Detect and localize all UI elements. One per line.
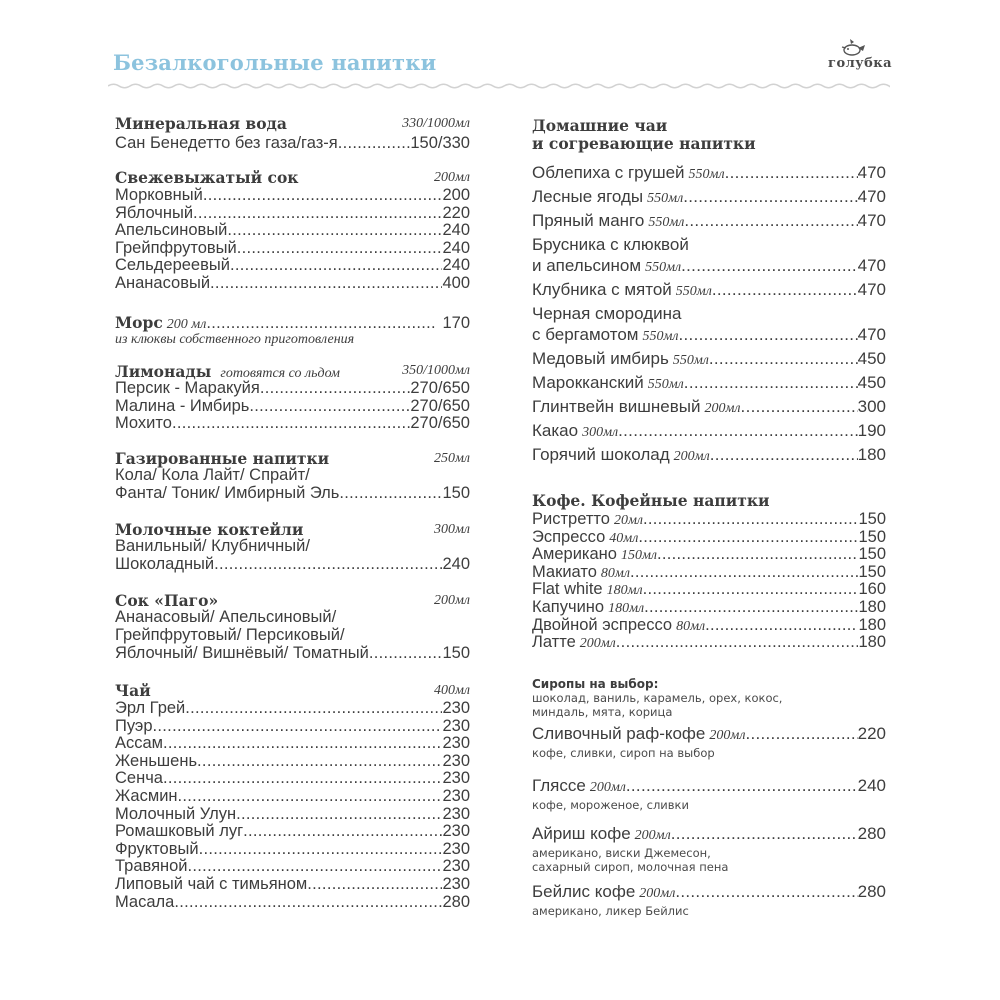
menu-item bbox=[115, 380, 470, 398]
menu-item bbox=[115, 718, 470, 736]
leader-dots bbox=[675, 882, 857, 902]
item-price: 450 bbox=[857, 349, 886, 368]
item-price: 240 bbox=[442, 256, 470, 275]
item-price: 240 bbox=[857, 776, 886, 795]
item-price: 200 bbox=[442, 186, 470, 204]
leader-dots bbox=[643, 581, 859, 599]
item-name: Латте bbox=[532, 633, 576, 652]
item-volume: 200мл bbox=[704, 401, 741, 416]
item-name: Лесные ягоды bbox=[532, 187, 644, 206]
menu-item bbox=[115, 222, 470, 240]
item-name: Фанта/ Тоник/ Имбирный Эль bbox=[115, 484, 340, 502]
menu-item bbox=[115, 135, 470, 153]
item-name: Липовый чай с тимьяном bbox=[115, 875, 308, 893]
section-volume-fresh: 200мл bbox=[433, 170, 470, 185]
item-price: 230 bbox=[442, 857, 470, 876]
leader-dots bbox=[339, 485, 442, 503]
mors-note: из клюквы собственного приготовления bbox=[115, 332, 355, 347]
section-header-tea: Чай bbox=[115, 681, 151, 700]
section-volume-pago: 200мл bbox=[433, 593, 470, 608]
wavy-divider bbox=[108, 80, 890, 92]
leader-dots bbox=[616, 634, 859, 652]
section-volume-lemonade: 350/1000мл bbox=[402, 363, 470, 378]
leader-dots bbox=[644, 599, 858, 617]
section-header-lemonade: Лимонады bbox=[115, 362, 212, 381]
menu-item bbox=[115, 700, 470, 718]
item-volume: 550мл bbox=[647, 377, 684, 392]
menu-item bbox=[115, 735, 470, 753]
item-volume: 200мл bbox=[579, 636, 616, 652]
item-price: 150 bbox=[858, 562, 886, 581]
leader-dots bbox=[681, 256, 858, 276]
item-name: Яблочный/ Вишнёвый/ Томатный bbox=[115, 644, 369, 662]
item-price: 240 bbox=[442, 221, 470, 240]
leader-dots bbox=[236, 806, 442, 824]
item-description: американо, виски Джемесон, bbox=[532, 846, 711, 860]
leader-dots bbox=[185, 700, 442, 718]
leader-dots bbox=[199, 841, 443, 859]
leader-dots bbox=[338, 135, 411, 153]
item-price: 300 bbox=[857, 397, 886, 416]
leader-dots bbox=[618, 421, 858, 441]
section-volume-tea: 400мл bbox=[433, 683, 470, 698]
menu-item bbox=[115, 556, 470, 574]
item-price: 470 bbox=[857, 211, 886, 230]
menu-item bbox=[115, 858, 470, 876]
item-name: Персик - Маракуйя bbox=[115, 379, 260, 397]
menu-item bbox=[532, 163, 886, 185]
menu-item bbox=[115, 275, 470, 293]
item-name: Сельдереевый bbox=[115, 256, 230, 275]
item-name: Айриш кофе bbox=[532, 824, 631, 843]
item-volume: 550мл bbox=[647, 191, 684, 206]
item-name: Сан Бенедетто без газа/газ-я bbox=[115, 134, 338, 152]
brand-logo bbox=[826, 38, 892, 78]
item-price: 170 bbox=[442, 314, 470, 332]
section-header-soda: Газированные напитки bbox=[115, 449, 330, 468]
section-header-milkshake: Молочные коктейли bbox=[115, 520, 304, 539]
leader-dots bbox=[197, 753, 442, 771]
item-name: Яблочный bbox=[115, 203, 194, 222]
pago-line-1: Ананасовый/ Апельсиновый/ bbox=[115, 608, 337, 626]
item-name: Горячий шоколад bbox=[532, 445, 670, 464]
bird-icon bbox=[838, 38, 868, 58]
item-price: 280 bbox=[857, 824, 886, 843]
leader-dots bbox=[679, 325, 858, 345]
item-name: Грейпфрутовый bbox=[115, 238, 237, 257]
item-name: Женьшень bbox=[115, 751, 198, 770]
leader-dots bbox=[683, 187, 857, 207]
leader-dots bbox=[710, 445, 858, 465]
leader-dots bbox=[178, 788, 443, 806]
leader-dots bbox=[684, 373, 858, 393]
item-volume: 200мл bbox=[639, 886, 676, 901]
item-name: Ромашковый луг bbox=[115, 822, 244, 841]
menu-item bbox=[115, 788, 470, 806]
section-volume-mineral: 330/1000мл bbox=[402, 116, 470, 131]
item-price: 230 bbox=[442, 699, 470, 717]
menu-item bbox=[115, 770, 470, 788]
item-name: Американо bbox=[532, 545, 617, 564]
item-price: 280 bbox=[442, 892, 470, 911]
item-volume: 200мл bbox=[709, 728, 746, 743]
page-title: Безалкогольные напитки bbox=[113, 50, 437, 75]
leader-dots bbox=[230, 257, 443, 275]
item-price: 150 bbox=[858, 510, 886, 528]
leader-dots bbox=[638, 529, 858, 547]
leader-dots bbox=[206, 315, 436, 333]
item-price: 180 bbox=[858, 633, 886, 652]
item-volume: 180мл bbox=[608, 601, 645, 616]
item-name: Мохито bbox=[115, 414, 172, 433]
item-price: 470 bbox=[857, 325, 886, 344]
item-name: с бергамотом bbox=[532, 325, 639, 344]
leader-dots bbox=[705, 617, 858, 635]
item-price: 150 bbox=[442, 644, 470, 662]
item-price: 400 bbox=[442, 274, 470, 292]
leader-dots bbox=[227, 222, 442, 240]
item-price: 230 bbox=[442, 875, 470, 893]
item-price: 230 bbox=[442, 839, 470, 858]
item-name: Марокканский bbox=[532, 373, 644, 392]
leader-dots bbox=[249, 398, 410, 416]
leader-dots bbox=[745, 724, 857, 744]
item-name: Шоколадный bbox=[115, 555, 215, 573]
item-price: 270/650 bbox=[410, 379, 470, 397]
menu-item bbox=[532, 776, 886, 798]
menu-item bbox=[115, 645, 470, 663]
item-name: Гляссе bbox=[532, 776, 586, 795]
menu-item bbox=[532, 211, 886, 233]
menu-item bbox=[532, 445, 886, 467]
menu-item bbox=[532, 724, 886, 746]
menu-item bbox=[115, 257, 470, 275]
menu-item bbox=[532, 421, 886, 443]
item-name: Ристретто bbox=[532, 510, 610, 528]
section-header-coffee: Кофе. Кофейные напитки bbox=[532, 491, 770, 510]
menu-item bbox=[115, 415, 470, 433]
leader-dots bbox=[307, 876, 442, 894]
leader-dots bbox=[741, 397, 858, 417]
menu-item bbox=[532, 280, 886, 302]
item-volume: 150мл bbox=[620, 548, 658, 564]
item-price: 240 bbox=[442, 238, 470, 257]
leader-dots bbox=[684, 211, 857, 231]
leader-dots bbox=[709, 349, 858, 369]
leader-dots bbox=[188, 858, 443, 876]
item-name: Молочный Улун bbox=[115, 804, 237, 823]
menu-item bbox=[532, 634, 886, 653]
item-name-line-1: Брусника с клюквой bbox=[532, 235, 689, 254]
item-price: 470 bbox=[857, 187, 886, 206]
item-description: сахарный сироп, молочная пена bbox=[532, 860, 729, 874]
item-name: Капучино bbox=[532, 598, 605, 616]
item-volume: 200мл bbox=[589, 780, 626, 795]
item-volume: 550мл bbox=[642, 329, 679, 344]
item-description: американо, ликер Бейлис bbox=[532, 904, 689, 918]
section-header-fresh: Свежевыжатый сок bbox=[115, 168, 299, 187]
item-name: Морковный bbox=[115, 186, 203, 204]
item-name: Эрл Грей bbox=[115, 699, 186, 717]
item-volume: 80мл bbox=[676, 618, 706, 634]
menu-item bbox=[115, 398, 470, 416]
leader-dots bbox=[626, 776, 858, 796]
item-price: 160 bbox=[858, 580, 886, 599]
item-name: Пуэр bbox=[115, 716, 153, 735]
menu-item bbox=[115, 187, 470, 205]
soda-line-1: Кола/ Кола Лайт/ Спрайт/ bbox=[115, 466, 310, 484]
item-name: Двойной эспрессо bbox=[532, 615, 673, 634]
section-header-pago: Сок «Паго» bbox=[115, 591, 219, 610]
item-name: Апельсиновый bbox=[115, 221, 228, 240]
item-name: Малина - Имбирь bbox=[115, 396, 250, 415]
item-price: 180 bbox=[858, 598, 886, 616]
item-price: 150 bbox=[858, 545, 886, 564]
item-name: Масала bbox=[115, 892, 175, 911]
menu-item bbox=[115, 894, 470, 912]
item-price: 150/330 bbox=[410, 134, 470, 152]
item-price: 280 bbox=[857, 882, 886, 901]
item-price: 190 bbox=[857, 421, 886, 440]
item-volume: 550мл bbox=[688, 167, 725, 182]
lemonade-note: готовятся со льдом bbox=[220, 366, 340, 381]
item-name: Фруктовый bbox=[115, 839, 199, 858]
leader-dots bbox=[210, 275, 442, 293]
menu-item bbox=[115, 753, 470, 771]
menu-item bbox=[532, 511, 886, 530]
section-header-hometea-1: Домашние чаи bbox=[532, 116, 668, 135]
leader-dots bbox=[671, 824, 858, 844]
menu-item bbox=[115, 823, 470, 841]
item-name: Медовый имбирь bbox=[532, 349, 669, 368]
menu-item bbox=[532, 325, 886, 347]
item-volume: 40мл bbox=[609, 530, 639, 546]
item-name: Облепиха с грушей bbox=[532, 163, 685, 182]
item-volume: 300мл bbox=[582, 425, 619, 440]
item-price: 220 bbox=[442, 203, 470, 222]
leader-dots bbox=[153, 718, 443, 736]
item-description: кофе, мороженое, сливки bbox=[532, 798, 689, 812]
item-volume: 180мл bbox=[606, 583, 643, 599]
menu-item bbox=[532, 882, 886, 904]
leader-dots bbox=[712, 280, 858, 300]
item-price: 470 bbox=[857, 280, 886, 299]
item-volume: 200мл bbox=[634, 828, 671, 843]
item-price: 230 bbox=[442, 787, 470, 805]
item-price: 230 bbox=[442, 734, 470, 753]
item-volume: 550мл bbox=[672, 353, 709, 368]
item-name: Клубника с мятой bbox=[532, 280, 672, 299]
item-price: 240 bbox=[442, 555, 470, 573]
menu-item bbox=[115, 240, 470, 258]
menu-item bbox=[532, 599, 886, 618]
item-name: Ассам bbox=[115, 734, 164, 753]
menu-item bbox=[115, 806, 470, 824]
menu-item bbox=[115, 841, 470, 859]
item-name: Сенча bbox=[115, 769, 163, 788]
item-name: Сливочный раф-кофе bbox=[532, 724, 706, 743]
item-name: Травяной bbox=[115, 857, 188, 876]
leader-dots bbox=[725, 163, 858, 183]
leader-dots bbox=[172, 415, 410, 433]
item-volume: 550мл bbox=[645, 260, 682, 275]
item-name-line-1: Черная смородина bbox=[532, 304, 682, 323]
item-price: 230 bbox=[442, 716, 470, 735]
item-price: 150 bbox=[442, 484, 470, 502]
menu-item bbox=[532, 617, 886, 636]
item-name: Какао bbox=[532, 421, 579, 440]
item-price: 450 bbox=[857, 373, 886, 392]
leader-dots bbox=[643, 511, 858, 529]
item-volume: 550мл bbox=[675, 284, 712, 299]
item-name: Бейлис кофе bbox=[532, 882, 636, 901]
item-volume: 550мл bbox=[648, 215, 685, 230]
item-price: 230 bbox=[442, 822, 470, 841]
item-name: Ананасовый bbox=[115, 274, 211, 292]
item-name: Глинтвейн вишневый bbox=[532, 397, 701, 416]
leader-dots bbox=[260, 380, 411, 398]
menu-item bbox=[115, 876, 470, 894]
menu-item bbox=[115, 485, 470, 503]
syrups-header: Сиропы на выбор: bbox=[532, 677, 659, 691]
item-price: 470 bbox=[857, 163, 886, 182]
menu-item bbox=[532, 397, 886, 419]
section-header-mors: Морс bbox=[115, 313, 163, 332]
item-price: 180 bbox=[858, 615, 886, 634]
pago-line-2: Грейпфрутовый/ Персиковый/ bbox=[115, 626, 345, 644]
menu-item bbox=[115, 205, 470, 223]
section-header-mineral: Минеральная вода bbox=[115, 114, 287, 133]
item-volume: 20мл bbox=[613, 513, 643, 528]
milkshake-line-1: Ванильный/ Клубничный/ bbox=[115, 537, 310, 555]
item-volume: 80мл bbox=[600, 565, 630, 581]
item-price: 270/650 bbox=[410, 414, 470, 433]
item-price: 230 bbox=[442, 751, 470, 770]
item-price: 230 bbox=[442, 769, 470, 788]
menu-item bbox=[532, 546, 886, 565]
item-price: 230 bbox=[442, 804, 470, 823]
menu-item-mors bbox=[115, 314, 470, 334]
leader-dots bbox=[203, 187, 443, 205]
section-header-hometea-2: и согревающие напитки bbox=[532, 134, 756, 153]
menu-item bbox=[532, 824, 886, 846]
syrups-line-1: шоколад, ваниль, карамель, орех, кокос, bbox=[532, 691, 783, 705]
menu-item bbox=[532, 349, 886, 371]
item-price: 220 bbox=[857, 724, 886, 743]
menu-item bbox=[532, 373, 886, 395]
item-name: Эспрессо bbox=[532, 527, 606, 546]
item-name: Жасмин bbox=[115, 787, 178, 805]
section-volume-milkshake: 300мл bbox=[433, 522, 470, 537]
leader-dots bbox=[237, 240, 443, 258]
item-volume: 200мл bbox=[673, 449, 710, 464]
leader-dots bbox=[657, 546, 858, 564]
menu-item bbox=[532, 256, 886, 278]
menu-item bbox=[532, 187, 886, 209]
item-name: Flat white bbox=[532, 580, 603, 599]
logo-text: голубка bbox=[828, 56, 893, 71]
item-description: кофе, сливки, сироп на выбор bbox=[532, 746, 715, 760]
leader-dots bbox=[163, 770, 442, 788]
leader-dots bbox=[214, 556, 442, 574]
leader-dots bbox=[243, 823, 442, 841]
leader-dots bbox=[630, 564, 859, 582]
item-volume: 200 мл bbox=[166, 317, 207, 332]
leader-dots bbox=[193, 205, 442, 223]
item-name: и апельсином bbox=[532, 256, 642, 275]
leader-dots bbox=[369, 645, 443, 663]
item-price: 270/650 bbox=[410, 396, 470, 415]
syrups-line-2: миндаль, мята, корица bbox=[532, 705, 673, 719]
item-price: 180 bbox=[857, 445, 886, 464]
section-volume-soda: 250мл bbox=[433, 451, 470, 466]
item-name: Пряный манго bbox=[532, 211, 645, 230]
leader-dots bbox=[174, 894, 442, 912]
item-name: Макиато bbox=[532, 562, 597, 581]
item-price: 470 bbox=[857, 256, 886, 275]
item-price: 150 bbox=[858, 527, 886, 546]
leader-dots bbox=[163, 735, 442, 753]
